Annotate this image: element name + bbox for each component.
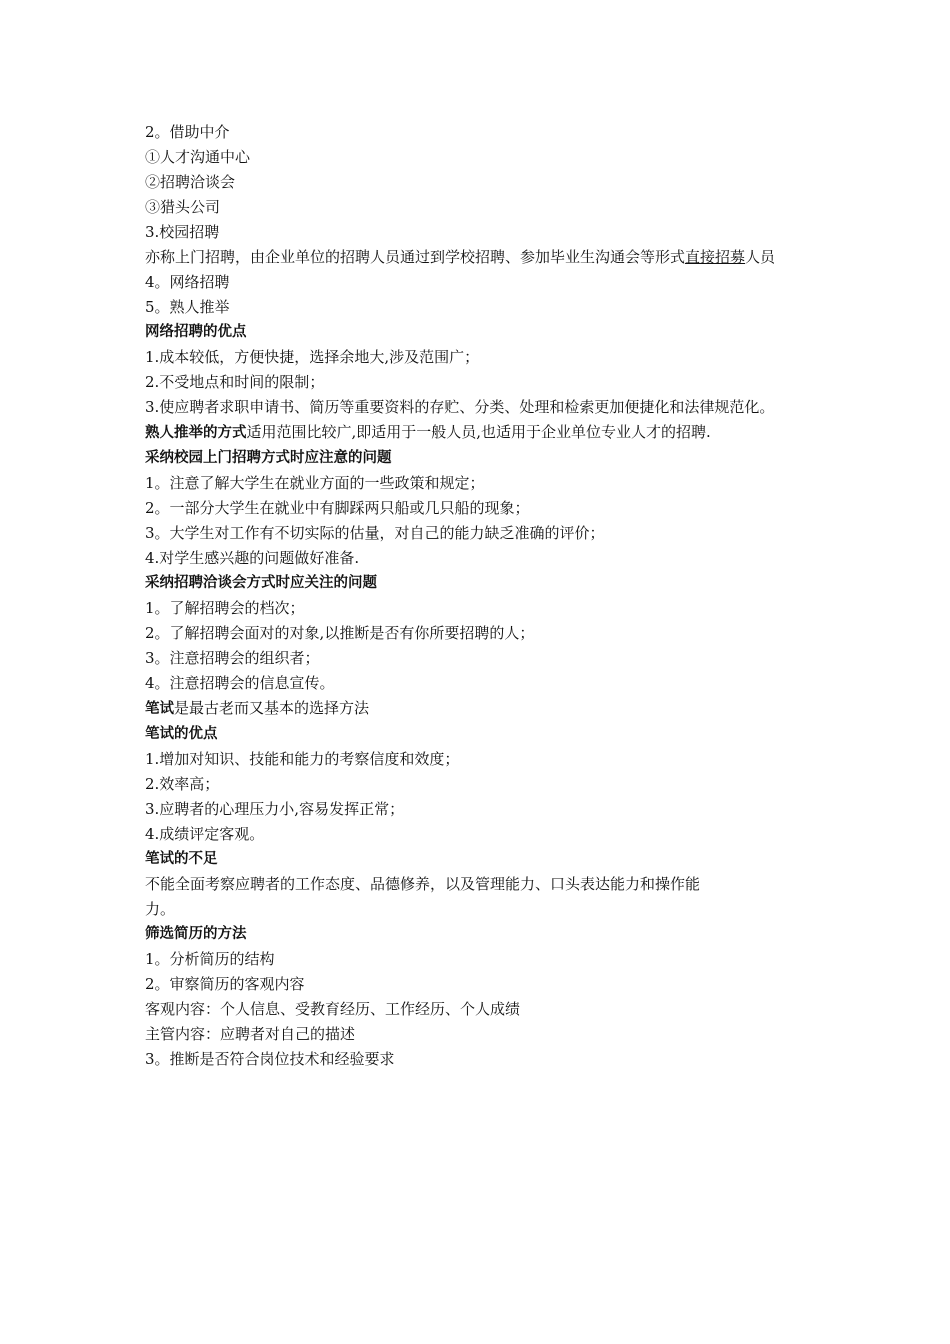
list-item: 3。大学生对工作有不切实际的估量，对自己的能力缺乏准确的评价；: [145, 524, 605, 542]
list-item: 1.增加对知识、技能和能力的考察信度和效度；: [145, 750, 460, 768]
campus-description: [145, 245, 817, 270]
list-item: 4。注意招聘会的信息宣传。: [145, 674, 335, 692]
heading-written-advantages: 笔试的优点: [145, 726, 218, 742]
list-item: 1。了解招聘会的档次；: [145, 599, 305, 617]
list-item: ③猎头公司: [145, 198, 221, 216]
list-item: 3.使应聘者求职申请书、简历等重要资料的存贮、分类、处理和检索更加便捷化和法律规范化。: [145, 398, 775, 416]
referral-method-paragraph: [145, 420, 817, 446]
list-item: 3。注意招聘会的组织者；: [145, 649, 320, 667]
list-item: 2.效率高；: [145, 775, 220, 793]
written-test-text: 是最古老而又基本的选择方法: [174, 699, 370, 717]
referral-method-text: 适用范围比较广,即适用于一般人员,也适用于企业单位专业人才的招聘.: [246, 423, 711, 441]
list-item: 3。推断是否符合岗位技术和经验要求: [145, 1050, 395, 1068]
written-drawbacks-text-end: 力。: [145, 900, 176, 918]
heading-campus-issues: 采纳校园上门招聘方式时应注意的问题: [145, 450, 392, 466]
written-test-paragraph: [145, 696, 817, 722]
document-body: [145, 120, 817, 1072]
section-title-intermediary: 2。借助中介: [145, 123, 230, 141]
campus-description-text: 亦称上门招聘，由企业单位的招聘人员通过到学校招聘、参加毕业生沟通会等形式: [145, 248, 686, 266]
heading-online-advantages: 网络招聘的优点: [145, 324, 247, 340]
heading-written-drawbacks: 笔试的不足: [145, 851, 218, 867]
list-item: 1。分析简历的结构: [145, 950, 275, 968]
section-title-campus: 3.校园招聘: [145, 223, 220, 241]
section-title-online: 4。网络招聘: [145, 273, 230, 291]
list-item: 1.成本较低，方便快捷，选择余地大,涉及范围广；: [145, 348, 480, 366]
list-item: ①人才沟通中心: [145, 148, 251, 166]
list-item: 1。注意了解大学生在就业方面的一些政策和规定；: [145, 474, 485, 492]
list-item: 2.不受地点和时间的限制；: [145, 373, 325, 391]
list-item: 2。审察简历的客观内容: [145, 975, 305, 993]
list-item: 主管内容：应聘者对自己的描述: [145, 1025, 356, 1043]
list-item: 4.成绩评定客观。: [145, 825, 265, 843]
list-item: 4.对学生感兴趣的问题做好准备.: [145, 549, 360, 567]
list-item: 2。一部分大学生在就业中有脚踩两只船或几只船的现象；: [145, 499, 530, 517]
campus-description-end: 人员: [745, 248, 776, 266]
direct-recruit-link[interactable]: 直接招募: [685, 248, 746, 266]
list-item: 2。了解招聘会面对的对象,以推断是否有你所要招聘的人；: [145, 624, 535, 642]
list-item: 3.应聘者的心理压力小,容易发挥正常；: [145, 800, 405, 818]
written-test-term: 笔试: [145, 701, 174, 717]
heading-fair-issues: 采纳招聘洽谈会方式时应关注的问题: [145, 575, 377, 591]
referral-method-term: 熟人推举的方式: [145, 425, 247, 441]
section-title-referral: 5。熟人推举: [145, 298, 230, 316]
written-drawbacks-text: 不能全面考察应聘者的工作态度、品德修养，以及管理能力、口头表达能力和操作能: [145, 875, 701, 893]
heading-resume-screening: 筛选简历的方法: [145, 926, 247, 942]
list-item: ②招聘洽谈会: [145, 173, 236, 191]
list-item: 客观内容：个人信息、受教育经历、工作经历、个人成绩: [145, 1000, 521, 1018]
